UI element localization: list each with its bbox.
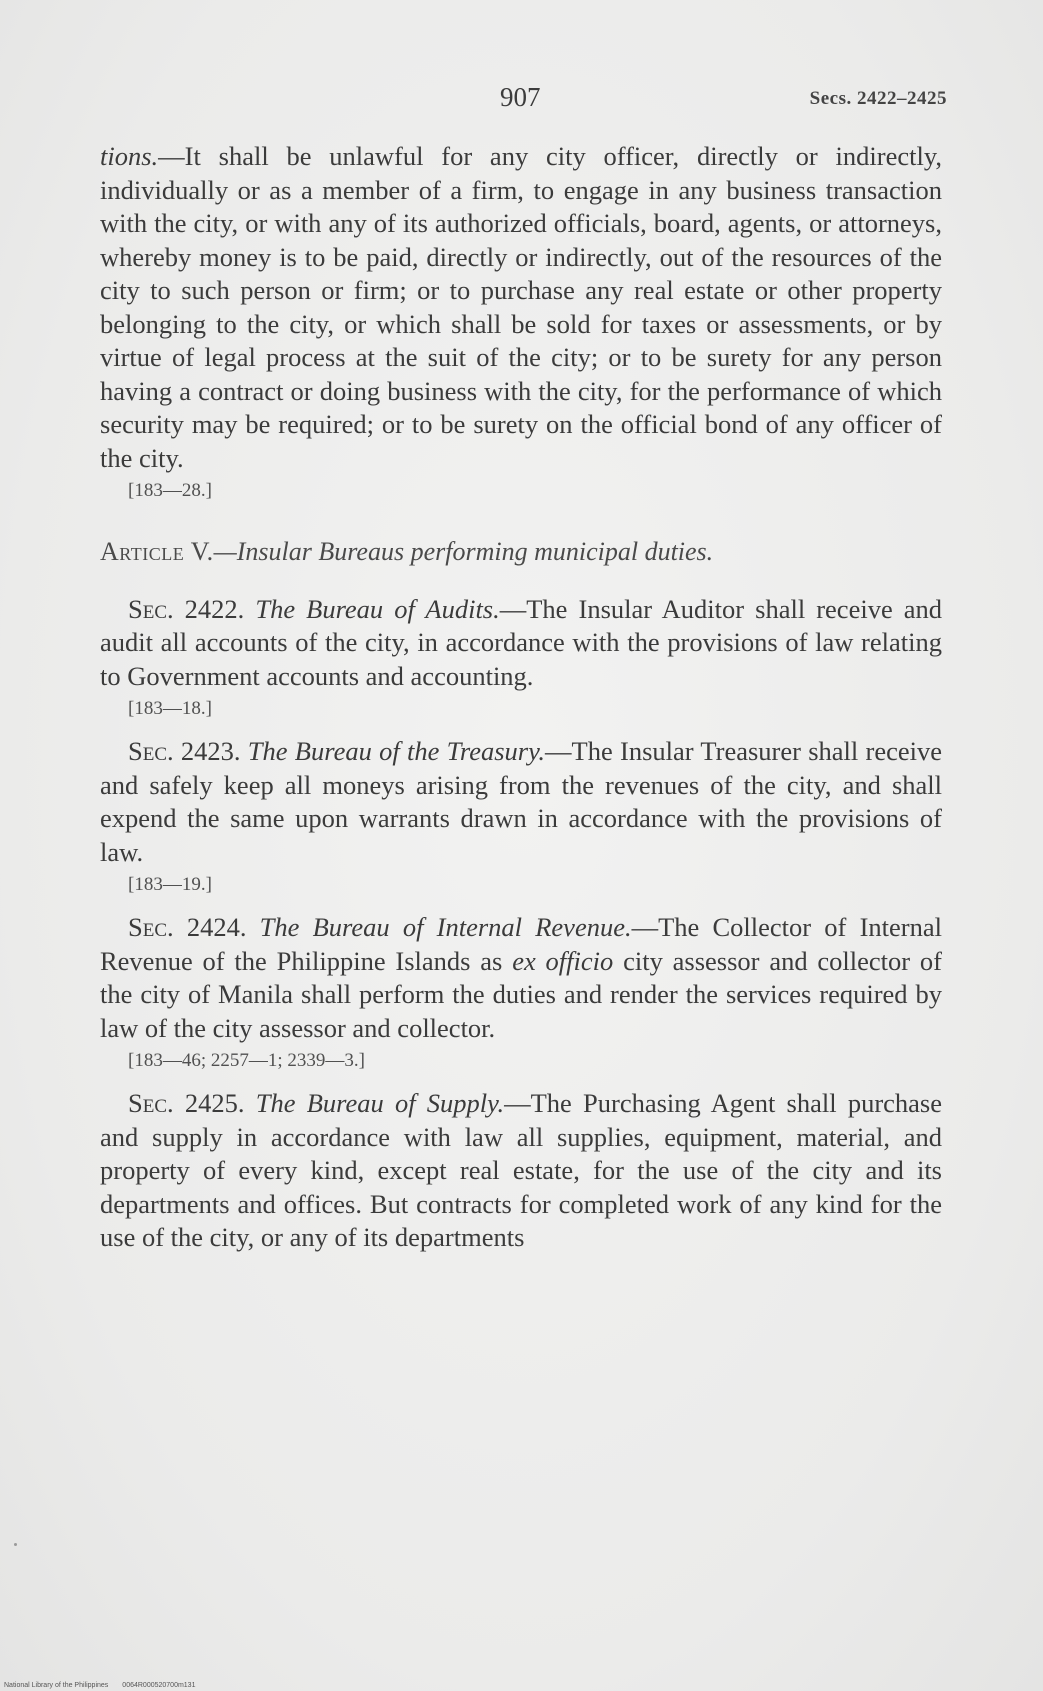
article-label: Article V.	[100, 537, 214, 566]
section-2422-citation: [183—18.]	[128, 698, 212, 719]
section-label: Sec. 2423.	[128, 736, 241, 766]
footer-identifier: 0064R000520700m131	[122, 1682, 196, 1689]
article-heading	[100, 535, 942, 569]
section-2424	[100, 911, 942, 1045]
scan-footer	[4, 1682, 209, 1689]
section-text: —The Collector of Internal Revenue of the Philippine Islands as	[100, 912, 942, 976]
section-text: —The Insular Treasurer shall receive and safely keep all moneys arising from the revenues of the city, and shall expend the same upon warrants drawn in accordance with the provisions of law.	[100, 736, 942, 867]
section-range: Secs. 2422–2425	[809, 88, 947, 109]
section-title: The Bureau of Audits.	[255, 593, 500, 624]
section-2425	[100, 1087, 942, 1255]
section-2422	[100, 593, 942, 694]
intro-citation: [183—28.]	[128, 480, 212, 501]
section-text-continued: city assessor and collector of the city of Manila shall perform the duties and render the services required by law of the city assessor and collector.	[100, 945, 942, 1043]
section-label: Sec. 2422.	[128, 593, 245, 624]
intro-paragraph	[100, 140, 942, 475]
section-title: The Bureau of the Treasury.	[247, 736, 546, 766]
section-text-italic: ex officio	[512, 945, 614, 976]
page-header	[0, 82, 1043, 122]
page-number: 907	[500, 82, 541, 112]
scan-speck	[14, 1543, 17, 1546]
section-title: The Bureau of Internal Revenue.	[259, 912, 632, 942]
intro-text: —It shall be unlawful for any city officer, directly or indirectly, individually or as a member of a firm, to engage in any business transaction with the city, or with any of its authorized officials, board, agents, or attorneys, whereby money is to be paid, directly or indirectly, out of the resources of the city to such person or firm; or to purchase any real estate or other property belonging to the city, or which shall be sold for taxes or assessments, or by virtue of legal process at the suit of the city; or to be surety for any person having a contract or doing business with the city, for the performance of which security may be required; or to be surety on the official bond of any officer of the city.	[100, 141, 942, 473]
section-label: Sec. 2424.	[128, 912, 247, 942]
section-2424-citation: [183—46; 2257—1; 2339—3.]	[128, 1050, 365, 1071]
section-label: Sec. 2425.	[128, 1088, 245, 1118]
footer-source: National Library of the Philippines	[4, 1682, 109, 1689]
section-text: —The Purchasing Agent shall purchase and supply in accordance with law all supplies, equipment, material, and property of every kind, except real estate, for the use of the city and its departments and offices. But contracts for completed work of any kind for the use of the city, or any of its departments	[100, 1088, 943, 1252]
article-title: —Insular Bureaus performing municipal duties.	[213, 537, 714, 566]
section-text: —The Insular Auditor shall receive and audit all accounts of the city, in accordance with the provisions of law relating to Government accounts and accounting.	[100, 593, 943, 691]
intro-lead: tions.	[100, 141, 159, 171]
body-text	[100, 140, 942, 1255]
section-title: The Bureau of Supply.	[255, 1088, 505, 1118]
section-2423-citation: [183—19.]	[128, 874, 212, 895]
section-2423	[100, 735, 942, 869]
